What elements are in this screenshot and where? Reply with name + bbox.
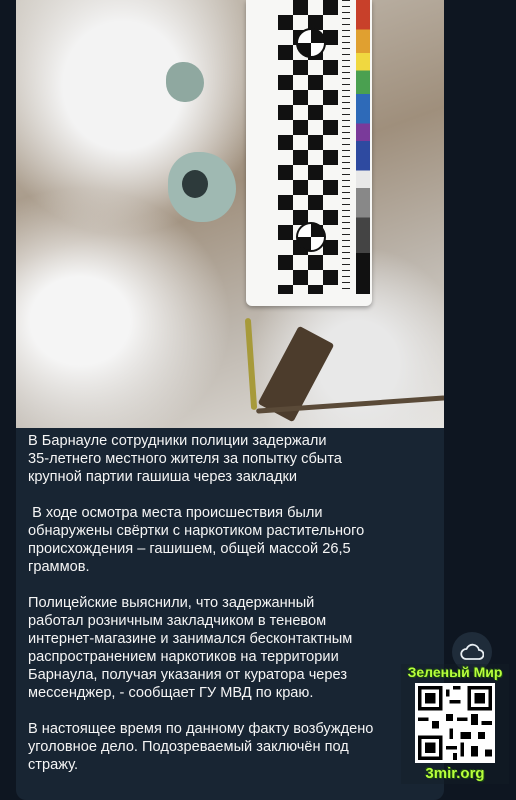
ruler-color-strip bbox=[356, 0, 370, 294]
paragraph-3: Полицейские выяснили, что задержанный работал розничным закладчиком в теневом интернет-магазине и занимался бесконтактным распространением наркотиков на территории Барнаула, получая указания от куратора через мессенджер, - сообщает ГУ МВД по краю. bbox=[28, 595, 353, 701]
ruler-ticks bbox=[342, 0, 350, 294]
stone-package bbox=[168, 152, 236, 222]
paragraph-1: В Барнауле сотрудники полиции задержали 35-летнего местного жителя за попытку сбыта крупной партии гашиша через закладки bbox=[28, 433, 342, 485]
qr-code bbox=[415, 683, 495, 763]
twig bbox=[245, 318, 257, 410]
paragraph-4: В настоящее время по данному факту возбуждено уголовное дело. Подозреваемый заключён под стражу. bbox=[28, 721, 374, 773]
forensic-scale-ruler bbox=[246, 0, 372, 306]
cloud-icon bbox=[460, 643, 484, 661]
watermark-title: Зеленый Мир bbox=[407, 664, 503, 680]
message-text bbox=[28, 432, 424, 792]
watermark-site: 3mir.org bbox=[425, 765, 485, 782]
stone bbox=[166, 62, 204, 102]
paragraph-2: В ходе осмотра места происшествия были обнаружены свёртки с наркотиком растительного происхождения – гашишем, общей массой 26,5 граммов. bbox=[28, 505, 365, 575]
ruler-target-mark bbox=[296, 222, 326, 252]
message-photo[interactable] bbox=[16, 0, 444, 428]
ruler-target-mark bbox=[296, 28, 326, 58]
watermark bbox=[401, 664, 509, 784]
message-bubble[interactable] bbox=[16, 0, 444, 800]
